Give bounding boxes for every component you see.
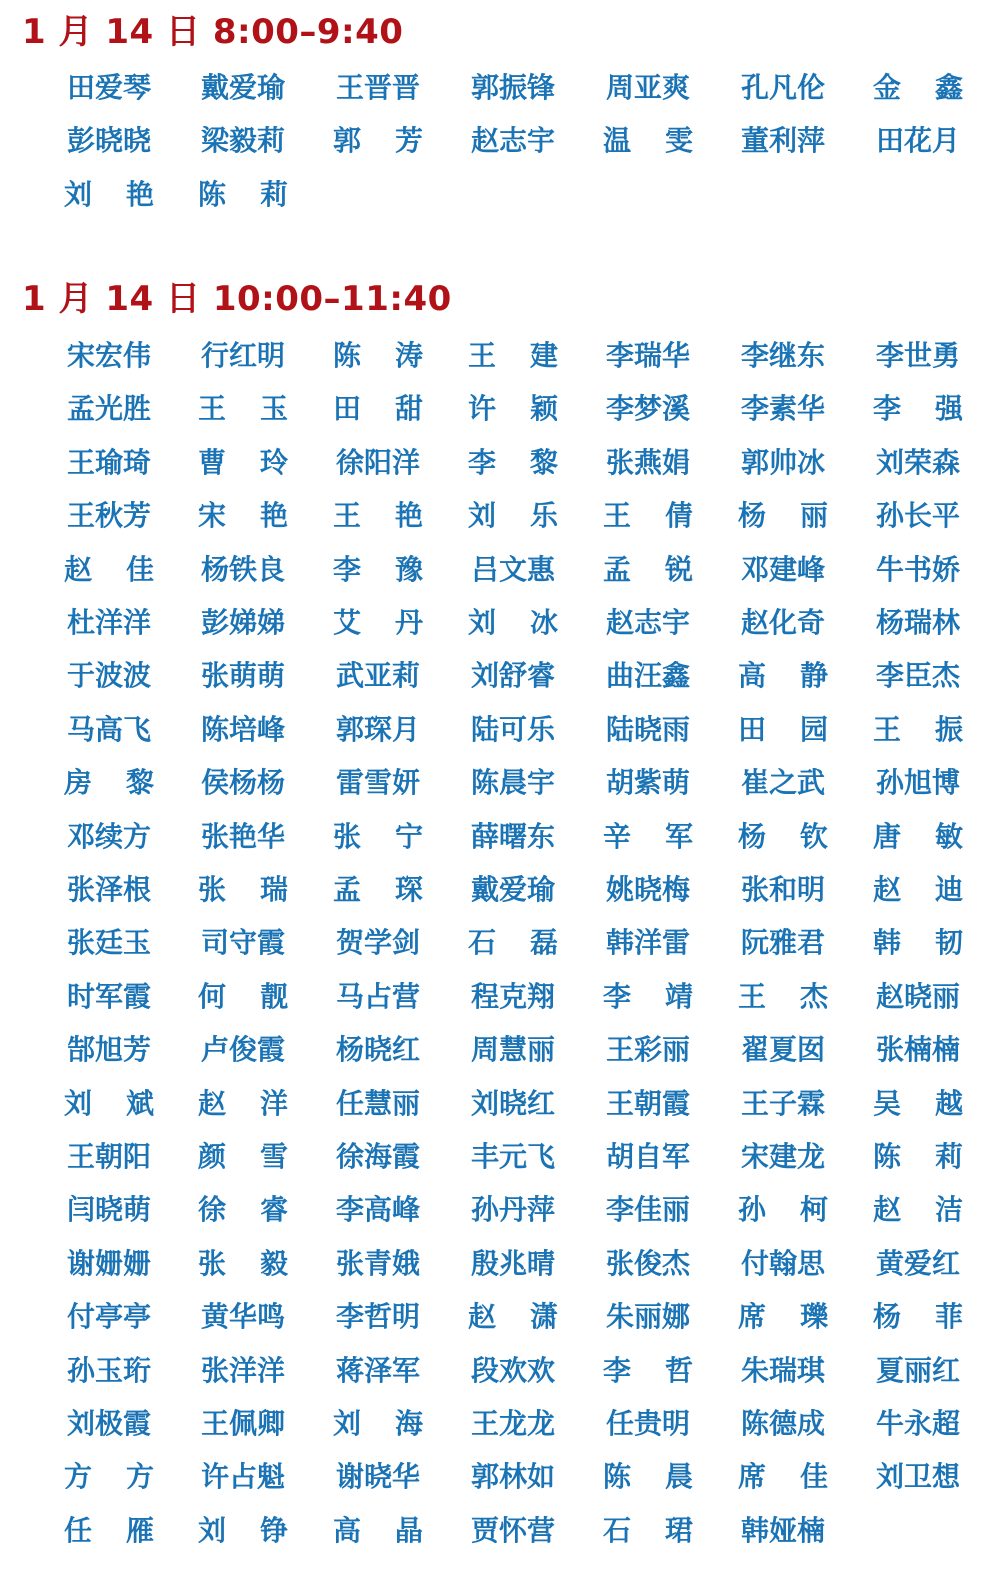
name-cell: 赵 佳 [64,553,154,586]
name-cell: 方 方 [64,1460,154,1493]
name-cell: 孙丹萍 [470,1193,555,1226]
name-cell: 王彩丽 [605,1033,690,1066]
name-cell: 夏丽红 [875,1354,960,1387]
name-cell: 王秋芳 [66,499,151,532]
name-cell: 赵晓丽 [875,980,960,1013]
name-cell: 曹 玲 [198,446,288,479]
name-cell: 杨铁良 [200,553,285,586]
name-cell: 刘卫想 [875,1460,960,1493]
name-cell: 陈培峰 [200,713,285,746]
name-cell: 胡自军 [605,1140,690,1173]
name-cell: 韩 韧 [873,926,963,959]
name-cell: 许 颖 [468,392,558,425]
name-cell: 赵化奇 [740,606,825,639]
name-cell: 朱丽娜 [605,1300,690,1333]
name-cell: 刘 海 [333,1407,423,1440]
name-cell: 孟 锐 [603,553,693,586]
name-cell: 张萌萌 [200,659,285,692]
name-cell: 辛 军 [603,820,693,853]
name-cell: 陆可乐 [470,713,555,746]
name-cell: 李继东 [740,339,825,372]
name-cell: 王 振 [873,713,963,746]
name-cell: 孟光胜 [66,392,151,425]
name-cell: 杨 钦 [738,820,828,853]
name-cell: 时军霞 [66,980,151,1013]
name-cell: 闫晓萌 [66,1193,151,1226]
name-cell: 贺学剑 [335,926,420,959]
name-cell: 金 鑫 [873,71,963,104]
name-cell: 付翰思 [740,1247,825,1280]
name-cell: 马高飞 [66,713,151,746]
name-cell: 王龙龙 [470,1407,555,1440]
name-cell: 吕文惠 [470,553,555,586]
name-cell: 刘舒睿 [470,659,555,692]
name-cell: 王 建 [468,339,558,372]
name-cell: 段欢欢 [470,1354,555,1387]
name-cell: 赵志宇 [605,606,690,639]
name-cell: 孙玉珩 [66,1354,151,1387]
name-cell: 席 瓅 [738,1300,828,1333]
name-cell: 戴爱瑜 [200,71,285,104]
name-cell: 王 玉 [198,392,288,425]
name-cell: 郜旭芳 [66,1033,151,1066]
name-cell: 李佳丽 [605,1193,690,1226]
name-cell: 戴爱瑜 [470,873,555,906]
name-cell: 田 甜 [333,392,423,425]
name-cell: 胡紫萌 [605,766,690,799]
name-cell: 郭振锋 [470,71,555,104]
name-cell: 王 杰 [738,980,828,1013]
name-cell: 陈 涛 [333,339,423,372]
name-cell: 张和明 [740,873,825,906]
name-cell: 王 艳 [333,499,423,532]
name-cell: 刘 冰 [468,606,558,639]
name-cell: 周亚爽 [605,71,690,104]
name-cell: 孔凡伦 [740,71,825,104]
name-cell: 黄华鸣 [200,1300,285,1333]
name-cell: 李哲明 [335,1300,420,1333]
name-cell: 陆晓雨 [605,713,690,746]
name-cell: 薛曙东 [470,820,555,853]
name-cell: 徐阳洋 [335,446,420,479]
name-cell: 赵 迪 [873,873,963,906]
name-cell: 徐 睿 [198,1193,288,1226]
name-cell: 赵志宇 [470,124,555,157]
name-cell: 李素华 [740,392,825,425]
name-cell: 张 瑞 [198,873,288,906]
name-cell: 彭晓晓 [66,124,151,157]
name-cell: 孙旭博 [875,766,960,799]
name-cell: 赵 洁 [873,1193,963,1226]
name-cell: 孙 柯 [738,1193,828,1226]
name-cell: 赵 洋 [198,1087,288,1120]
name-cell: 杜洋洋 [66,606,151,639]
name-cell: 张楠楠 [875,1033,960,1066]
name-cell: 张俊杰 [605,1247,690,1280]
name-cell: 颜 雪 [198,1140,288,1173]
name-cell: 张艳华 [200,820,285,853]
name-cell: 王 倩 [603,499,693,532]
name-cell: 刘 艳 [64,178,154,211]
name-cell: 张泽根 [66,873,151,906]
name-cell: 石 磊 [468,926,558,959]
name-cell: 席 佳 [738,1460,828,1493]
name-cell: 杨晓红 [335,1033,420,1066]
name-cell: 张燕娟 [605,446,690,479]
name-cell: 司守霞 [200,926,285,959]
name-cell: 张青娥 [335,1247,420,1280]
name-cell: 陈晨宇 [470,766,555,799]
name-cell: 王佩卿 [200,1407,285,1440]
name-cell: 张 毅 [198,1247,288,1280]
name-cell: 郭 芳 [333,124,423,157]
name-cell: 田花月 [875,124,960,157]
name-cell: 徐海霞 [335,1140,420,1173]
name-cell: 李世勇 [875,339,960,372]
name-cell: 谢晓华 [335,1460,420,1493]
name-cell: 程克翔 [470,980,555,1013]
name-cell: 吴 越 [873,1087,963,1120]
name-cell: 温 雯 [603,124,693,157]
name-cell: 刘极霞 [66,1407,151,1440]
name-cell: 王朝霞 [605,1087,690,1120]
name-cell: 石 珺 [603,1514,693,1547]
name-cell: 牛永超 [875,1407,960,1440]
name-cell: 黄爱红 [875,1247,960,1280]
name-cell: 曲汪鑫 [605,659,690,692]
name-cell: 李 豫 [333,553,423,586]
name-cell: 李高峰 [335,1193,420,1226]
name-cell: 李瑞华 [605,339,690,372]
name-cell: 艾 丹 [333,606,423,639]
session-2-heading: 1 月 14 日 10:00–11:40 [22,279,452,319]
name-cell: 阮雅君 [740,926,825,959]
name-cell: 李 黎 [468,446,558,479]
name-cell: 卢俊霞 [200,1033,285,1066]
name-cell: 任慧丽 [335,1087,420,1120]
name-cell: 杨 丽 [738,499,828,532]
name-cell: 田爱琴 [66,71,151,104]
name-cell: 王瑜琦 [66,446,151,479]
name-cell: 刘晓红 [470,1087,555,1120]
name-cell: 孙长平 [875,499,960,532]
name-cell: 行红明 [200,339,285,372]
name-cell: 孟 琛 [333,873,423,906]
name-cell: 邓续方 [66,820,151,853]
name-cell: 刘 斌 [64,1087,154,1120]
name-cell: 宋建龙 [740,1140,825,1173]
name-cell: 房 黎 [64,766,154,799]
name-cell: 陈 晨 [603,1460,693,1493]
name-cell: 丰元飞 [470,1140,555,1173]
name-cell: 陈德成 [740,1407,825,1440]
name-cell: 高 晶 [333,1514,423,1547]
name-cell: 张廷玉 [66,926,151,959]
name-cell: 周慧丽 [470,1033,555,1066]
name-cell: 郭帅冰 [740,446,825,479]
name-cell: 殷兆晴 [470,1247,555,1280]
name-cell: 李 哲 [603,1354,693,1387]
name-cell: 贾怀营 [470,1514,555,1547]
name-cell: 张洋洋 [200,1354,285,1387]
name-cell: 姚晓梅 [605,873,690,906]
name-cell: 刘 铮 [198,1514,288,1547]
name-cell: 张 宁 [333,820,423,853]
name-cell: 王晋晋 [335,71,420,104]
name-cell: 赵 潇 [468,1300,558,1333]
name-cell: 马占营 [335,980,420,1013]
name-cell: 朱瑞琪 [740,1354,825,1387]
name-cell: 王子霖 [740,1087,825,1120]
name-cell: 武亚莉 [335,659,420,692]
name-cell: 董利萍 [740,124,825,157]
name-cell: 杨 菲 [873,1300,963,1333]
name-cell: 李臣杰 [875,659,960,692]
name-cell: 王朝阳 [66,1140,151,1173]
name-cell: 崔之武 [740,766,825,799]
name-cell: 刘 乐 [468,499,558,532]
name-cell: 蒋泽军 [335,1354,420,1387]
name-cell: 于波波 [66,659,151,692]
name-cell: 李 强 [873,392,963,425]
name-cell: 高 静 [738,659,828,692]
name-cell: 宋 艳 [198,499,288,532]
name-cell: 郭琛月 [335,713,420,746]
name-cell: 何 靓 [198,980,288,1013]
name-cell: 陈 莉 [198,178,288,211]
session-1-heading: 1 月 14 日 8:00–9:40 [22,12,404,52]
name-cell: 宋宏伟 [66,339,151,372]
name-cell: 梁毅莉 [200,124,285,157]
name-cell: 彭娣娣 [200,606,285,639]
name-cell: 郭林如 [470,1460,555,1493]
name-cell: 李梦溪 [605,392,690,425]
name-cell: 侯杨杨 [200,766,285,799]
name-cell: 付亭亭 [66,1300,151,1333]
name-cell: 牛书娇 [875,553,960,586]
name-cell: 杨瑞林 [875,606,960,639]
name-cell: 李 靖 [603,980,693,1013]
name-cell: 陈 莉 [873,1140,963,1173]
name-cell: 唐 敏 [873,820,963,853]
name-cell: 田 园 [738,713,828,746]
name-cell: 许占魁 [200,1460,285,1493]
name-cell: 翟夏囡 [740,1033,825,1066]
name-cell: 任贵明 [605,1407,690,1440]
name-cell: 谢姗姗 [66,1247,151,1280]
name-cell: 刘荣森 [875,446,960,479]
name-cell: 邓建峰 [740,553,825,586]
name-cell: 雷雪妍 [335,766,420,799]
name-cell: 韩洋雷 [605,926,690,959]
name-cell: 任 雁 [64,1514,154,1547]
name-cell: 韩娅楠 [740,1514,825,1547]
